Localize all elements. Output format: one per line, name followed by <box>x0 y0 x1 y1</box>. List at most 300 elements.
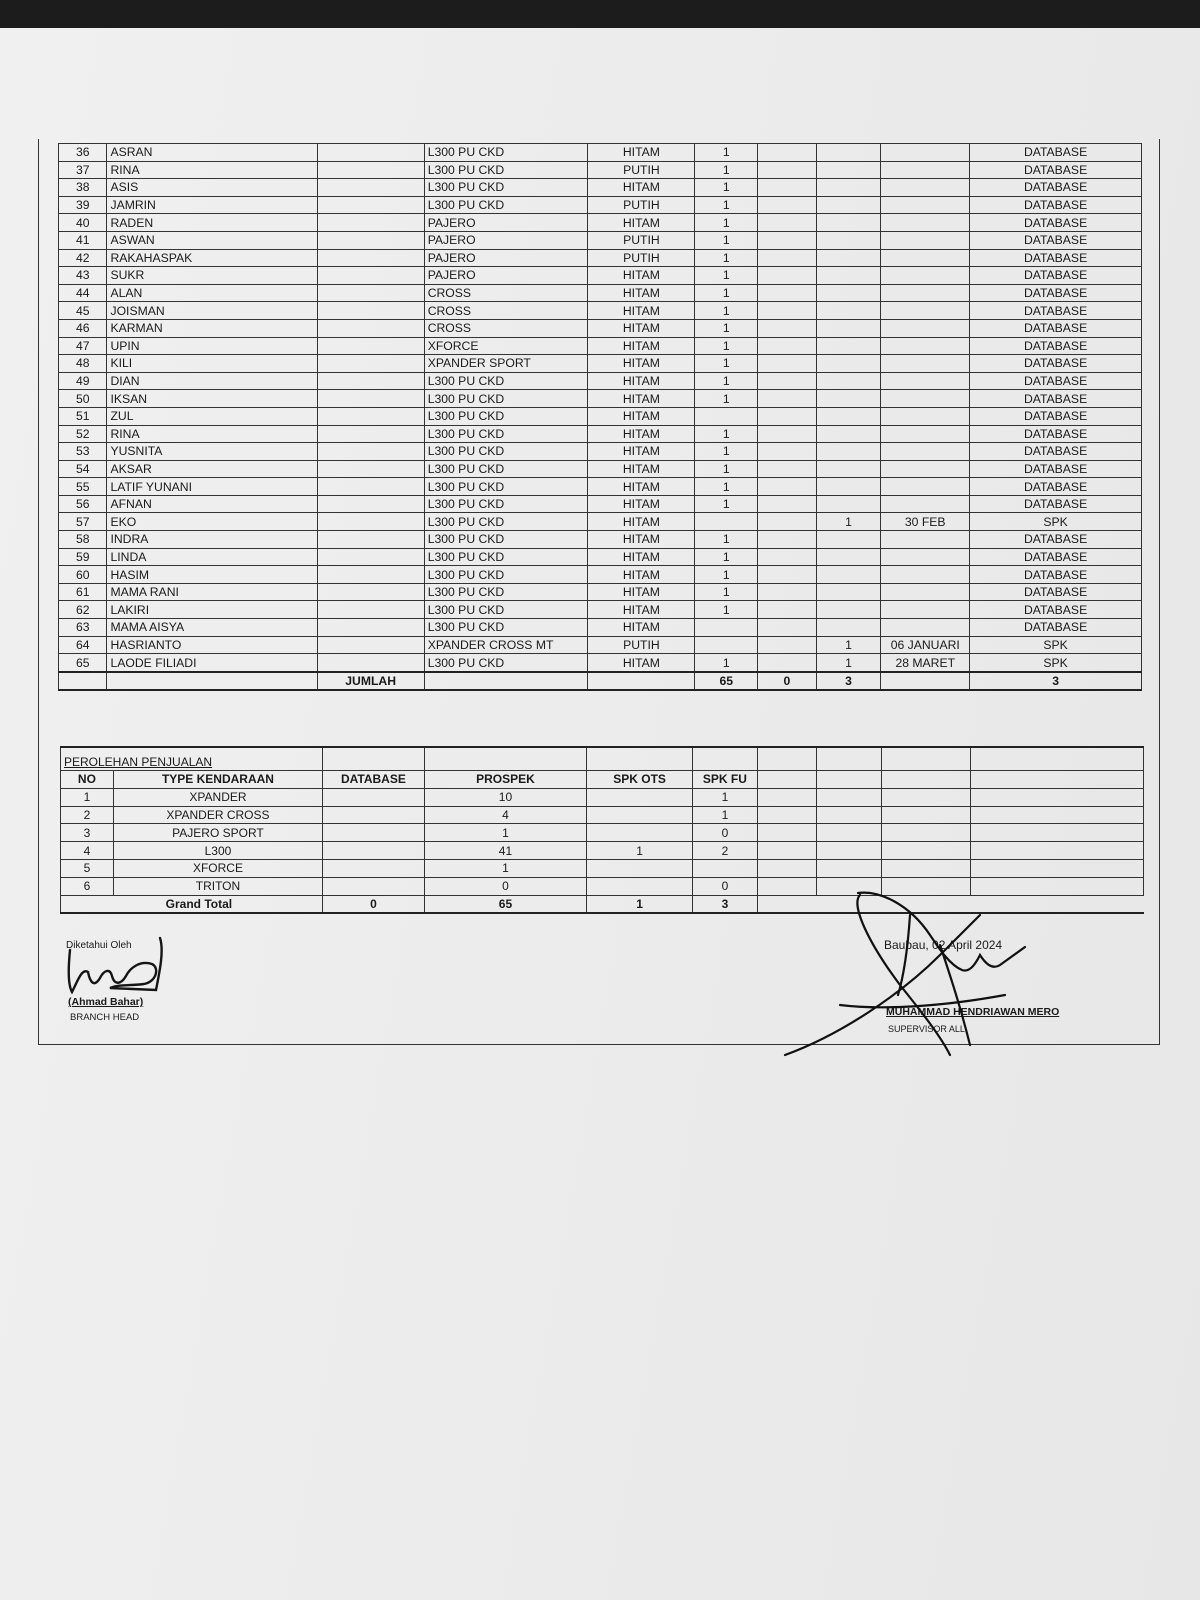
customer-name: ASRAN <box>107 144 317 162</box>
spk-date <box>881 214 970 232</box>
row-number: 60 <box>59 566 107 584</box>
customer-name: KARMAN <box>107 319 317 337</box>
database-count: 1 <box>695 372 758 390</box>
database-count: 1 <box>695 337 758 355</box>
spk-fu-count <box>816 566 881 584</box>
table-row <box>59 214 1142 232</box>
table-row <box>59 566 1142 584</box>
status-cell: DATABASE <box>970 372 1142 390</box>
spk-fu-count <box>816 583 881 601</box>
spk-date: 28 MARET <box>881 654 970 672</box>
spk-fu-count <box>816 548 881 566</box>
vehicle-type: L300 PU CKD <box>424 583 588 601</box>
vehicle-type: L300 PU CKD <box>424 531 588 549</box>
header-no: NO <box>61 771 114 789</box>
customer-name: DIAN <box>107 372 317 390</box>
database-count <box>695 636 758 654</box>
vehicle-type: L300 PU CKD <box>424 548 588 566</box>
table-row <box>59 231 1142 249</box>
spk-fu-count: 1 <box>816 654 881 672</box>
vehicle-type: L300 PU CKD <box>424 407 588 425</box>
vehicle-color: HITAM <box>588 443 695 461</box>
spk-ots-count <box>758 249 817 267</box>
table-row <box>59 249 1142 267</box>
vehicle-type: L300 PU CKD <box>424 513 588 531</box>
summary-no: 1 <box>61 788 114 806</box>
summary-type: XPANDER <box>113 788 322 806</box>
customer-name: LAODE FILIADI <box>107 654 317 672</box>
vehicle-color: HITAM <box>588 425 695 443</box>
spk-ots-count <box>758 267 817 285</box>
spk-date <box>881 179 970 197</box>
vehicle-type: L300 PU CKD <box>424 161 588 179</box>
row-number: 49 <box>59 372 107 390</box>
spk-date <box>881 443 970 461</box>
spk-date <box>881 372 970 390</box>
summary-type: TRITON <box>113 877 322 895</box>
spk-date <box>881 495 970 513</box>
database-count: 1 <box>695 531 758 549</box>
row-number: 45 <box>59 302 107 320</box>
row-number: 64 <box>59 636 107 654</box>
header-type: TYPE KENDARAAN <box>113 771 322 789</box>
summary-type: PAJERO SPORT <box>113 824 322 842</box>
status-cell: SPK <box>970 654 1142 672</box>
database-count: 1 <box>695 249 758 267</box>
spk-ots-count <box>758 654 817 672</box>
table-row <box>59 636 1142 654</box>
spk-ots-count <box>758 355 817 373</box>
vehicle-type: L300 PU CKD <box>424 654 588 672</box>
vehicle-type: L300 PU CKD <box>424 179 588 197</box>
table-row <box>59 478 1142 496</box>
spk-fu-count <box>816 284 881 302</box>
status-cell: DATABASE <box>970 443 1142 461</box>
customer-name: MAMA RANI <box>107 583 317 601</box>
database-count: 1 <box>695 144 758 162</box>
database-count: 1 <box>695 601 758 619</box>
row-number: 58 <box>59 531 107 549</box>
customer-name: LATIF YUNANI <box>107 478 317 496</box>
spk-fu-count <box>816 337 881 355</box>
acknowledged-label: Diketahui Oleh <box>66 940 132 951</box>
spk-date <box>881 390 970 408</box>
customer-name: ALAN <box>107 284 317 302</box>
database-count: 1 <box>695 443 758 461</box>
table-row <box>59 161 1142 179</box>
row-number: 48 <box>59 355 107 373</box>
status-cell: DATABASE <box>970 302 1142 320</box>
row-number: 51 <box>59 407 107 425</box>
summary-row <box>61 859 1144 877</box>
customer-name: UPIN <box>107 337 317 355</box>
summary-spk-fu: 0 <box>692 877 757 895</box>
vehicle-type: L300 PU CKD <box>424 425 588 443</box>
status-cell: DATABASE <box>970 425 1142 443</box>
spk-fu-count <box>816 478 881 496</box>
spk-date <box>881 531 970 549</box>
spk-date <box>881 144 970 162</box>
database-count: 1 <box>695 284 758 302</box>
vehicle-color: HITAM <box>588 372 695 390</box>
spk-fu-count <box>816 619 881 637</box>
spk-date <box>881 619 970 637</box>
summary-spk-ots <box>587 859 693 877</box>
summary-row <box>61 824 1144 842</box>
row-number: 63 <box>59 619 107 637</box>
spk-fu-count <box>816 319 881 337</box>
status-cell: DATABASE <box>970 284 1142 302</box>
spk-date <box>881 267 970 285</box>
spk-ots-count <box>758 583 817 601</box>
summary-spk-fu: 0 <box>692 824 757 842</box>
database-count: 1 <box>695 566 758 584</box>
row-number: 54 <box>59 460 107 478</box>
spk-fu-count <box>816 214 881 232</box>
spk-date <box>881 196 970 214</box>
table-row <box>59 548 1142 566</box>
spk-ots-count <box>758 144 817 162</box>
vehicle-color: HITAM <box>588 319 695 337</box>
customer-name: AKSAR <box>107 460 317 478</box>
grand-total-spk-fu: 3 <box>692 895 757 913</box>
vehicle-type: PAJERO <box>424 267 588 285</box>
vehicle-color: HITAM <box>588 144 695 162</box>
table-row <box>59 531 1142 549</box>
vehicle-color: HITAM <box>588 267 695 285</box>
spk-fu-count <box>816 460 881 478</box>
database-count: 1 <box>695 495 758 513</box>
status-cell: DATABASE <box>970 214 1142 232</box>
summary-type: XPANDER CROSS <box>113 806 322 824</box>
spk-date <box>881 601 970 619</box>
summary-row <box>61 788 1144 806</box>
spk-ots-count <box>758 531 817 549</box>
header-prospek: PROSPEK <box>424 771 587 789</box>
customer-name: RADEN <box>107 214 317 232</box>
row-number: 37 <box>59 161 107 179</box>
spk-ots-count <box>758 284 817 302</box>
vehicle-color: PUTIH <box>588 161 695 179</box>
vehicle-type: L300 PU CKD <box>424 196 588 214</box>
customer-name: JAMRIN <box>107 196 317 214</box>
customer-name: LAKIRI <box>107 601 317 619</box>
customer-name: RAKAHASPAK <box>107 249 317 267</box>
spk-fu-count <box>816 390 881 408</box>
vehicle-color: HITAM <box>588 337 695 355</box>
spk-fu-count <box>816 161 881 179</box>
customer-name: HASIM <box>107 566 317 584</box>
vehicle-color: HITAM <box>588 407 695 425</box>
database-count: 1 <box>695 179 758 197</box>
spk-fu-count <box>816 267 881 285</box>
summary-database <box>323 859 425 877</box>
spk-ots-count <box>758 372 817 390</box>
status-cell: DATABASE <box>970 407 1142 425</box>
spk-date: 06 JANUARI <box>881 636 970 654</box>
summary-spk-fu: 1 <box>692 806 757 824</box>
summary-spk-ots <box>587 806 693 824</box>
status-cell: DATABASE <box>970 548 1142 566</box>
table-row <box>59 601 1142 619</box>
spk-fu-count <box>816 372 881 390</box>
summary-prospek: 1 <box>424 859 587 877</box>
status-cell: DATABASE <box>970 337 1142 355</box>
spk-date <box>881 319 970 337</box>
spk-fu-count <box>816 601 881 619</box>
summary-header-row <box>61 771 1144 789</box>
vehicle-color: HITAM <box>588 531 695 549</box>
vehicle-type: CROSS <box>424 319 588 337</box>
summary-database <box>323 842 425 860</box>
vehicle-type: XPANDER CROSS MT <box>424 636 588 654</box>
total-spk-fu: 3 <box>816 672 881 690</box>
row-number: 39 <box>59 196 107 214</box>
row-number: 41 <box>59 231 107 249</box>
spk-ots-count <box>758 337 817 355</box>
database-count: 1 <box>695 161 758 179</box>
table-row <box>59 654 1142 672</box>
vehicle-color: HITAM <box>588 390 695 408</box>
supervisor-signature <box>780 885 1040 1065</box>
spk-ots-count <box>758 390 817 408</box>
customer-name: RINA <box>107 425 317 443</box>
table-row <box>59 372 1142 390</box>
row-number: 62 <box>59 601 107 619</box>
summary-no: 3 <box>61 824 114 842</box>
database-count: 1 <box>695 478 758 496</box>
row-number: 53 <box>59 443 107 461</box>
spk-fu-count <box>816 495 881 513</box>
vehicle-type: L300 PU CKD <box>424 460 588 478</box>
spk-ots-count <box>758 619 817 637</box>
spk-fu-count: 1 <box>816 513 881 531</box>
status-cell: DATABASE <box>970 601 1142 619</box>
table-row <box>59 284 1142 302</box>
row-number: 55 <box>59 478 107 496</box>
customer-name: ASWAN <box>107 231 317 249</box>
table-row <box>59 425 1142 443</box>
summary-no: 2 <box>61 806 114 824</box>
vehicle-color: HITAM <box>588 284 695 302</box>
status-cell: DATABASE <box>970 144 1142 162</box>
vehicle-color: HITAM <box>588 548 695 566</box>
status-cell: SPK <box>970 513 1142 531</box>
summary-database <box>323 806 425 824</box>
spk-ots-count <box>758 443 817 461</box>
vehicle-color: HITAM <box>588 214 695 232</box>
summary-spk-ots: 1 <box>587 842 693 860</box>
summary-no: 5 <box>61 859 114 877</box>
vehicle-color: HITAM <box>588 179 695 197</box>
total-row <box>59 672 1142 690</box>
vehicle-color: HITAM <box>588 460 695 478</box>
row-number: 61 <box>59 583 107 601</box>
vehicle-type: L300 PU CKD <box>424 495 588 513</box>
table-row <box>59 337 1142 355</box>
spk-date <box>881 425 970 443</box>
vehicle-color: HITAM <box>588 566 695 584</box>
grand-total-database: 0 <box>323 895 425 913</box>
vehicle-type: L300 PU CKD <box>424 619 588 637</box>
total-database: 65 <box>695 672 758 690</box>
table-row <box>59 196 1142 214</box>
signature-date: Baubau, 02 April 2024 <box>884 938 1003 952</box>
vehicle-color: HITAM <box>588 478 695 496</box>
spk-fu-count <box>816 179 881 197</box>
customer-table <box>58 143 1142 691</box>
status-cell: DATABASE <box>970 495 1142 513</box>
branch-head-signature <box>60 930 170 1010</box>
total-label: JUMLAH <box>317 672 424 690</box>
spk-date <box>881 337 970 355</box>
spk-date <box>881 583 970 601</box>
customer-name: RINA <box>107 161 317 179</box>
grand-total-spk-ots: 1 <box>587 895 693 913</box>
spk-fu-count <box>816 249 881 267</box>
spk-ots-count <box>758 495 817 513</box>
summary-title: PEROLEHAN PENJUALAN <box>61 747 323 771</box>
database-count: 1 <box>695 196 758 214</box>
summary-prospek: 41 <box>424 842 587 860</box>
table-row <box>59 407 1142 425</box>
header-database: DATABASE <box>323 771 425 789</box>
vehicle-type: CROSS <box>424 302 588 320</box>
row-number: 52 <box>59 425 107 443</box>
summary-no: 4 <box>61 842 114 860</box>
customer-name: ZUL <box>107 407 317 425</box>
row-number: 38 <box>59 179 107 197</box>
total-status: 3 <box>970 672 1142 690</box>
branch-head-role: BRANCH HEAD <box>70 1012 140 1023</box>
summary-prospek: 0 <box>424 877 587 895</box>
status-cell: DATABASE <box>970 231 1142 249</box>
customer-name: IKSAN <box>107 390 317 408</box>
header-spk-ots: SPK OTS <box>587 771 693 789</box>
vehicle-color: PUTIH <box>588 231 695 249</box>
table-row <box>59 355 1142 373</box>
summary-prospek: 10 <box>424 788 587 806</box>
database-count: 1 <box>695 425 758 443</box>
database-count: 1 <box>695 267 758 285</box>
status-cell: DATABASE <box>970 267 1142 285</box>
spk-date <box>881 355 970 373</box>
spk-ots-count <box>758 179 817 197</box>
customer-name: MAMA AISYA <box>107 619 317 637</box>
status-cell: DATABASE <box>970 249 1142 267</box>
vehicle-type: L300 PU CKD <box>424 566 588 584</box>
status-cell: DATABASE <box>970 460 1142 478</box>
summary-prospek: 4 <box>424 806 587 824</box>
vehicle-color: PUTIH <box>588 636 695 654</box>
spk-date <box>881 460 970 478</box>
summary-spk-fu: 2 <box>692 842 757 860</box>
vehicle-color: HITAM <box>588 495 695 513</box>
row-number: 56 <box>59 495 107 513</box>
table-row <box>59 144 1142 162</box>
summary-type: XFORCE <box>113 859 322 877</box>
spk-ots-count <box>758 601 817 619</box>
row-number: 50 <box>59 390 107 408</box>
spk-ots-count <box>758 407 817 425</box>
vehicle-color: HITAM <box>588 513 695 531</box>
grand-total-label: Grand Total <box>61 895 323 913</box>
status-cell: DATABASE <box>970 161 1142 179</box>
vehicle-type: L300 PU CKD <box>424 443 588 461</box>
spk-date <box>881 566 970 584</box>
spk-date <box>881 284 970 302</box>
spk-date: 30 FEB <box>881 513 970 531</box>
summary-title-row <box>61 747 1144 771</box>
status-cell: DATABASE <box>970 566 1142 584</box>
grand-total-prospek: 65 <box>424 895 587 913</box>
vehicle-color: HITAM <box>588 601 695 619</box>
vehicle-type: L300 PU CKD <box>424 390 588 408</box>
spk-fu-count <box>816 407 881 425</box>
summary-spk-ots <box>587 877 693 895</box>
summary-spk-ots <box>587 788 693 806</box>
spk-fu-count <box>816 531 881 549</box>
spk-date <box>881 478 970 496</box>
customer-name: ASIS <box>107 179 317 197</box>
table-row <box>59 390 1142 408</box>
database-count: 1 <box>695 390 758 408</box>
spk-ots-count <box>758 513 817 531</box>
table-row <box>59 267 1142 285</box>
spk-date <box>881 302 970 320</box>
status-cell: DATABASE <box>970 478 1142 496</box>
table-row <box>59 319 1142 337</box>
status-cell: DATABASE <box>970 583 1142 601</box>
row-number: 44 <box>59 284 107 302</box>
table-row <box>59 583 1142 601</box>
customer-name: AFNAN <box>107 495 317 513</box>
spk-date <box>881 407 970 425</box>
row-number: 65 <box>59 654 107 672</box>
customer-name: HASRIANTO <box>107 636 317 654</box>
summary-database <box>323 824 425 842</box>
spk-date <box>881 548 970 566</box>
row-number: 42 <box>59 249 107 267</box>
status-cell: DATABASE <box>970 319 1142 337</box>
summary-row <box>61 806 1144 824</box>
database-count: 1 <box>695 654 758 672</box>
vehicle-type: XPANDER SPORT <box>424 355 588 373</box>
table-row <box>59 460 1142 478</box>
database-count: 1 <box>695 355 758 373</box>
database-count: 1 <box>695 302 758 320</box>
status-cell: DATABASE <box>970 355 1142 373</box>
row-number: 59 <box>59 548 107 566</box>
vehicle-color: HITAM <box>588 583 695 601</box>
row-number: 57 <box>59 513 107 531</box>
database-count <box>695 619 758 637</box>
table-row <box>59 443 1142 461</box>
spk-ots-count <box>758 161 817 179</box>
spk-fu-count <box>816 196 881 214</box>
spk-fu-count <box>816 144 881 162</box>
header-spk-fu: SPK FU <box>692 771 757 789</box>
summary-type: L300 <box>113 842 322 860</box>
summary-spk-fu: 1 <box>692 788 757 806</box>
customer-name: JOISMAN <box>107 302 317 320</box>
vehicle-type: L300 PU CKD <box>424 372 588 390</box>
database-count: 1 <box>695 460 758 478</box>
status-cell: DATABASE <box>970 179 1142 197</box>
spk-ots-count <box>758 319 817 337</box>
spk-fu-count <box>816 443 881 461</box>
table-row <box>59 495 1142 513</box>
